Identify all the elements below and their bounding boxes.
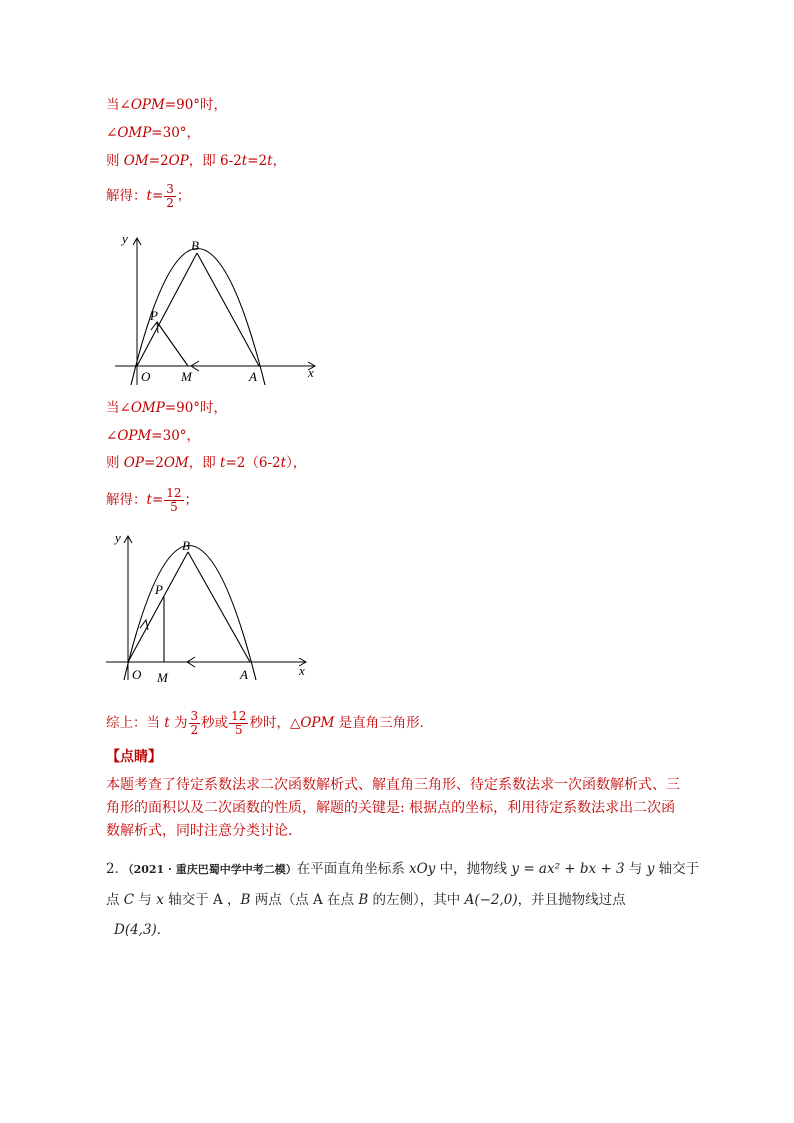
label-O: O xyxy=(132,667,142,682)
dianjing-heading: 【点睛】 xyxy=(106,749,162,765)
label-O: O xyxy=(141,369,151,384)
label-x: x xyxy=(308,365,314,380)
fraction: $\frac{3}{2}$ xyxy=(166,182,174,210)
text-line: 解得：t= $\frac{12}{5}$ ； xyxy=(106,486,199,514)
fraction: $\frac{12}{5}$ xyxy=(166,486,182,514)
segment-OB xyxy=(137,253,197,366)
fraction: $\frac{12}{5}$ xyxy=(231,709,247,737)
segment-OB xyxy=(128,552,188,662)
label-A: A xyxy=(249,369,257,384)
label-x: x xyxy=(299,663,305,678)
label-M: M xyxy=(157,670,168,685)
fraction: $\frac{3}{2}$ xyxy=(190,709,199,737)
text-line: 当∠OMP=90°时， xyxy=(106,400,228,416)
label-B: B xyxy=(182,538,190,553)
problem-source: （2021 · 重庆巴蜀中学中考二模） xyxy=(128,863,297,876)
label-y: y xyxy=(122,231,128,246)
text-line: ∠OPM=30°， xyxy=(106,428,201,444)
text-line: 则 OP=2OM，即 t=2（6-2t）， xyxy=(106,455,307,471)
label-M: M xyxy=(181,369,192,384)
text-line: 解得：t= $\frac{3}{2}$ ； xyxy=(106,182,191,210)
graph-2 xyxy=(100,528,315,688)
label-P: P xyxy=(155,582,163,597)
label-P: P xyxy=(150,308,158,323)
text-line: ∠OMP=30°， xyxy=(106,125,201,141)
summary-line: 综上：当 t 为 $\frac{3}{2}$ 秒或 $\frac{12}{5}$ 秒时，△OPM 是直角三角形． xyxy=(106,709,434,737)
label-y: y xyxy=(115,530,121,545)
graph-1 xyxy=(108,228,328,388)
problem-2: 2．（2021 · 重庆巴蜀中学中考二模）在平面直角坐标系 xOy 中，抛物线 y = ax² + bx + 3 与 y 轴交于点 C 与 x 轴交于 A ，B 两点（点 A 在点 B 的左侧），其中 A(−2,0)，并且抛物线过点 D(4,3)． xyxy=(106,861,700,938)
text-line: 当∠OPM=90°时， xyxy=(106,97,228,113)
label-B: B xyxy=(191,238,199,253)
segment-BA xyxy=(188,552,250,662)
segment-PM xyxy=(157,322,188,366)
segment-BA xyxy=(197,253,259,366)
text-line: 则 OM=2OP，即 6-2t=2t， xyxy=(106,153,287,169)
dianjing-body: 本题考查了待定系数法求二次函数解析式、解直角三角形、待定系数法求一次函数解析式、三角形的面积以及二次函数的性质，解题的关键是: 根据点的坐标，利用待定系数法求出二次函数解析式，同时注意分类讨论． xyxy=(106,777,680,839)
label-A: A xyxy=(240,667,248,682)
